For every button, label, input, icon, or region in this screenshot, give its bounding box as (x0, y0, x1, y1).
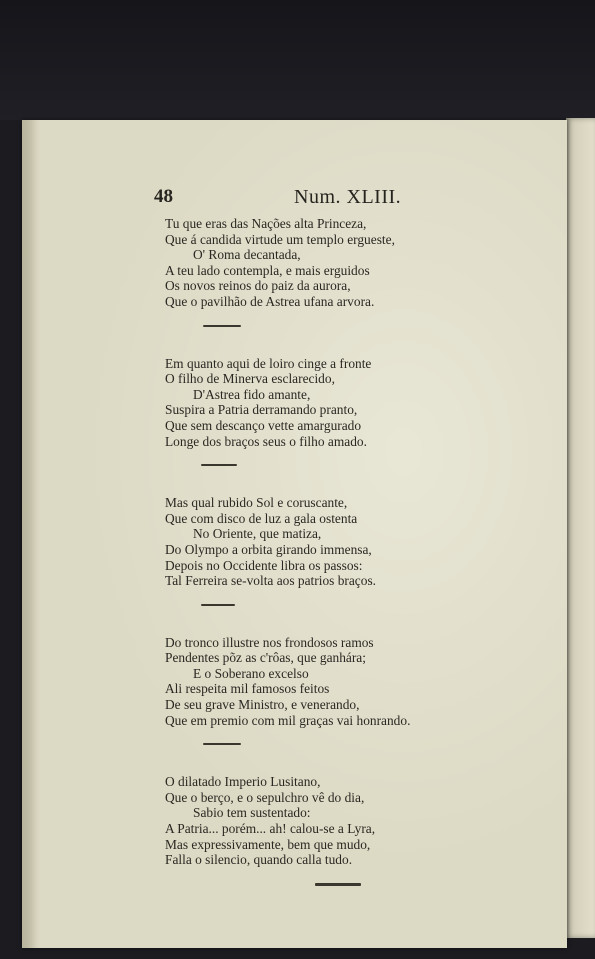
stanza-divider (165, 738, 565, 750)
book-page (22, 120, 567, 948)
verse-line: Que á candida virtude um templo ergueste, (165, 231, 395, 247)
verse-line: Longe dos braços seus o filho amado. (165, 433, 367, 449)
facing-page-edge (566, 118, 595, 938)
verse-line: Em quanto aqui de loiro cinge a fronte (165, 355, 372, 371)
verse-line: O filho de Minerva esclarecido, (165, 371, 335, 387)
stanza-4 (165, 635, 565, 729)
stanza-2 (165, 356, 565, 450)
running-head (22, 186, 567, 212)
verse-line: Mas qual rubido Sol e coruscante, (165, 495, 348, 511)
verse-line: Que em premio com mil graças vai honrando. (165, 712, 411, 728)
verse-line: A teu lado contempla, e mais erguidos (165, 262, 370, 278)
stanza-3 (165, 495, 565, 589)
header-title: Num. XLIII. (294, 186, 402, 208)
page-gutter-shadow (22, 120, 36, 948)
verse-line: Tu que eras das Nações alta Princeza, (165, 216, 367, 231)
poem (165, 216, 565, 914)
verse-line: Do Olympo a orbita girando immensa, (165, 541, 372, 557)
verse-line: Ali respeita mil famosos feitos (165, 681, 330, 697)
stanza-divider (165, 459, 565, 471)
verse-line: No Oriente, que matiza, (193, 526, 322, 542)
verse-line: Que com disco de luz a gala ostenta (165, 510, 358, 526)
verse-line: Pendentes põz as c'rôas, que ganhára; (165, 650, 366, 666)
verse-line: Falla o silencio, quando calla tudo. (165, 852, 353, 868)
verse-line: D'Astrea fido amante, (193, 386, 311, 402)
verse-line: Tal Ferreira se-volta aos patrios braços. (165, 573, 376, 589)
verse-line: Que sem descanço vette amargurado (165, 417, 362, 433)
verse-line: De seu grave Ministro, e venerando, (165, 697, 360, 713)
verse-line: Que o berço, e o sepulchro vê do dia, (165, 789, 365, 805)
end-ornament (165, 878, 565, 890)
verse-line: Sabio tem sustentado: (193, 805, 311, 821)
stanza-5 (165, 774, 565, 868)
scan-backdrop (0, 0, 595, 120)
verse-line: Suspira a Patria derramando pranto, (165, 402, 358, 418)
verse-line: E o Soberano excelso (193, 665, 309, 681)
verse-line: Do tronco illustre nos frondosos ramos (165, 634, 374, 650)
verse-line: Que o pavilhão de Astrea ufana arvora. (165, 293, 375, 309)
verse-line: A Patria... porém... ah! calou-se a Lyra, (165, 821, 376, 837)
verse-line: O dilatado Imperio Lusitano, (165, 774, 321, 790)
verse-line: Os novos reinos do paiz da aurora, (165, 278, 351, 294)
verse-line: Depois no Occidente libra os passos: (165, 557, 363, 573)
stanza-divider (165, 599, 565, 611)
stanza-1 (165, 216, 565, 310)
page-number: 48 (154, 186, 173, 207)
verse-line: Mas expressivamente, bem que mudo, (165, 836, 371, 852)
stanza-divider (165, 320, 565, 332)
verse-line: O' Roma decantada, (193, 247, 301, 263)
